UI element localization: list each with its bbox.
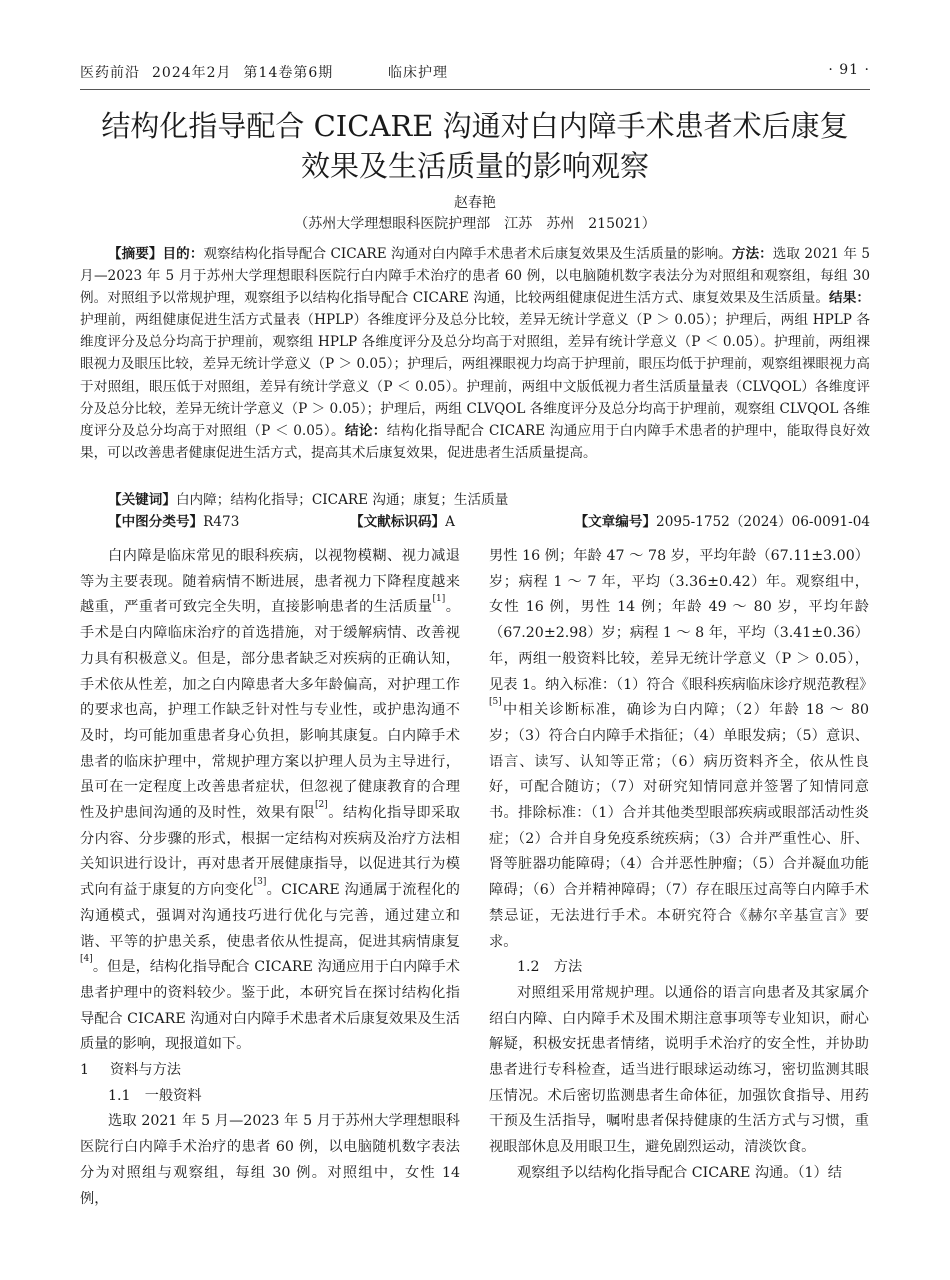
conclusion-text: 结构化指导配合 CICARE 沟通应用于白内障手术患者的护理中，能取得良好效果，可以改善患者健康促进生活方式，提高其术后康复效果，促进患者生活质量提高。 (80, 422, 870, 461)
method-label: 方法： (731, 246, 773, 262)
article-number (574, 511, 870, 533)
article-label: 【文章编号】 (574, 514, 657, 530)
text-run: 。CICARE 沟通属于流程化的沟通模式，强调对沟通技巧进行优化与完善，通过建立和谐、平等的护患关系，使患者依从性提高，促进其病情康复 (80, 882, 460, 950)
abstract (80, 243, 870, 464)
body-column-right (489, 544, 874, 1187)
issue-date: 2024年2月 (152, 65, 232, 81)
result-label: 结果： (829, 290, 871, 307)
conclusion-label: 结论： (344, 422, 387, 439)
keywords (108, 489, 508, 511)
abstract-label: 【摘要】 (108, 246, 163, 262)
section-name: 临床护理 (388, 65, 448, 81)
subsection-heading-1-2: 1.2 方法 (517, 959, 583, 976)
text-run: 。结构化指导即采取分内容、分步骤的形式，根据一定结构对疾病及治疗方法相关知识进行设计，再对患者开展健康指导，以促进其行为模式向有益于康复的方向变化 (80, 805, 460, 899)
text-run: 。手术是白内障临床治疗的首选措施，对于缓解病情、改善视力具有积极意义。但是，部分患者缺乏对疾病的正确认知，手术依从性差，加之白内障患者大多年龄偏高，对护理工作的要求也高，护理工作缺乏针对性与专业性，或护患沟通不及时，均可能加重患者身心负担，影响其康复。白内障手术患者的临床护理中，常规护理方案以护理人员为主导进行，虽可在一定程度上改善患者症状，但忽视了健康教育的合理性及护患间沟通的及时性，效果有限 (80, 599, 460, 822)
subsection-heading-1-1: 1.1 一般资料 (108, 1087, 202, 1104)
result-text: 护理前，两组健康促进生活方式量表（HPLP）各维度评分及总分比较，差异无统计学意义（P ＞ 0.05）；护理后，两组 HPLP 各维度评分及总分均高于护理前，观察组 HPLP 各维度评分及总分均高于对照组，差异有统计学意义（P ＜ 0.05）。护理前，两组裸眼视力及眼压比较，差异无统计学意义（P ＞ 0.05）；护理后，两组裸眼视力均高于护理前，眼压均低于护理前，观察组裸眼视力高于对照组，眼压低于对照组，差异有统计学意义（P ＜ 0.05）。护理前，两组中文版低视力者生活质量量表（CLVQOL）各维度评分及总分比较，差异无统计学意义（P ＞ 0.05）；护理后，两组 CLVQOL 各维度评分及总分均高于护理前，观察组 CLVQOL 各维度评分及总分均高于对照组（P ＜ 0.05）。 (80, 312, 870, 439)
body-column-left (80, 544, 460, 1212)
author-name: 赵春艳 (454, 195, 496, 211)
header-divider (80, 89, 870, 90)
citation-ref: [2] (315, 800, 328, 811)
section-heading-1 (80, 1058, 460, 1084)
section-number: 1 (80, 1062, 90, 1079)
clc-value: R473 (203, 514, 240, 530)
clc-label: 【中图分类号】 (108, 514, 204, 530)
clc-code (108, 511, 239, 533)
text-run: 男性 16 例；年龄 47 ～ 78 岁，平均年龄（67.11±3.00）岁；病程 1 ～ 7 年，平均（3.36±0.42）年。观察组中，女性 16 例，男性 14 例；年龄 49 ～ 80 岁，平均年龄（67.20±2.98）岁；病程 1 ～ 8 年，平均（3.41±0.36）年，两组一般资料比较，差异无统计学意义（P ＞ 0.05），见表 1。纳入标准：（1）符合《眼科疾病临床诊疗规范教程》 (489, 548, 874, 693)
doc-value: A (445, 514, 455, 530)
title-line-1: 结构化指导配合 CICARE 沟通对白内障手术患者术后康复 (101, 109, 849, 143)
citation-ref: [1] (432, 594, 446, 605)
article-title (80, 106, 870, 186)
citation-ref: [3] (253, 877, 267, 888)
page-number: · 91 · (828, 62, 870, 78)
text-run: 中相关诊断标准，确诊为白内障；（2）年龄 18 ～ 80 岁；（3）符合白内障手术指征；（4）单眼发病；（5）意识、语言、读写、认知等正常；（6）病历资料齐全，依从性良好，可配合随访；（7）对研究知情同意并签署了知情同意书。排除标准：（1）合并其他类型眼部疾病或眼部活动性炎症；（2）合并自身免疫系统疾病；（3）合并严重性心、肝、肾等脏器功能障碍；（4）合并恶性肿瘤；（5）合并凝血功能障碍；（6）合并精神障碍；（7）存在眼压过高等白内障手术禁忌证，无法进行手术。本研究符合《赫尔辛基宣言》要求。 (489, 702, 869, 950)
classification-line (108, 511, 870, 533)
body-paragraph: 选取 2021 年 5 月—2023 年 5 月于苏州大学理想眼科医院行白内障手术治疗的患者 60 例，以电脑随机数字表法分为对照组与观察组，每组 30 例。对照组中，女性 14 例， (80, 1113, 460, 1207)
running-header (80, 62, 870, 84)
volume-issue: 第14卷第6期 (243, 65, 334, 81)
body-paragraph: 对照组采用常规护理。以通俗的语言向患者及其家属介绍白内障、白内障手术及围术期注意事项等专业知识，耐心解疑，积极安抚患者情绪，说明手术治疗的安全性，并协助患者进行专科检查，适当进行眼球运动练习，密切监测其眼压情况。术后密切监测患者生命体征，加强饮食指导、用药干预及生活指导，嘱咐患者保持健康的生活方式与习惯，重视眼部休息及用眼卫生，避免剧烈运动，清淡饮食。 (489, 984, 869, 1156)
section-title: 资料与方法 (110, 1062, 181, 1079)
intro-paragraph (80, 544, 460, 1058)
article-value: 2095-1752（2024）06-0091-04 (656, 514, 870, 530)
title-line-2: 效果及生活质量的影响观察 (300, 149, 649, 183)
author-affiliation: （苏州大学理想眼科医院护理部 江苏 苏州 215021） (294, 216, 656, 232)
journal-name: 医药前沿 (80, 65, 140, 81)
objective-text: 观察结构化指导配合 CICARE 沟通对白内障手术患者术后康复效果及生活质量的影响。 (203, 246, 732, 262)
keywords-label: 【关键词】 (108, 492, 176, 508)
citation-ref: [4] (80, 954, 93, 965)
text-run: 。但是，结构化指导配合 CICARE 沟通应用于白内障手术患者护理中的资料较少。鉴于此，本研究旨在探讨结构化指导配合 CICARE 沟通对白内障手术患者术后康复效果及生活质量的影响，现报道如下。 (80, 959, 460, 1053)
citation-ref: [5] (489, 697, 502, 708)
objective-label: 目的： (162, 246, 204, 262)
doc-code (350, 511, 455, 533)
text-run: 白内障是临床常见的眼科疾病，以视物模糊、视力减退等为主要表现。随着病情不断进展，患者视力下降程度越来越重，严重者可致完全失明，直接影响患者的生活质量 (80, 548, 460, 616)
body-paragraph (489, 544, 874, 955)
body-paragraph: 观察组予以结构化指导配合 CICARE 沟通。（1）结 (517, 1164, 842, 1181)
method-text: 选取 2021 年 5 月—2023 年 5 月于苏州大学理想眼科医院行白内障手术治疗的患者 60 例，以电脑随机数字表法分为对照组和观察组，每组 30 例。对照组予以常规护理，观察组予以结构化指导配合 CICARE 沟通，比较两组健康促进生活方式、康复效果及生活质量。 (80, 246, 871, 307)
journal-info (80, 62, 345, 82)
keywords-text: 白内障；结构化指导；CICARE 沟通；康复；生活质量 (175, 492, 509, 508)
doc-label: 【文献标识码】 (350, 514, 446, 530)
